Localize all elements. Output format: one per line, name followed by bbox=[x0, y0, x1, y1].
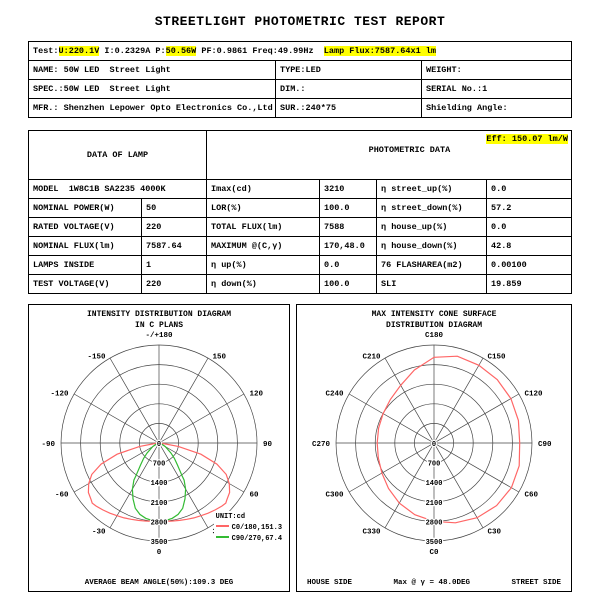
svg-text:0: 0 bbox=[431, 441, 437, 449]
svg-text:2800: 2800 bbox=[150, 519, 168, 528]
value-cell: 100.0 bbox=[320, 199, 377, 218]
svg-text:0: 0 bbox=[156, 441, 162, 449]
svg-text:700: 700 bbox=[152, 460, 166, 469]
svg-text:-90: -90 bbox=[41, 441, 55, 449]
label-cell: SLI bbox=[377, 275, 487, 294]
photometric-data-table bbox=[28, 130, 572, 294]
weight-cell: WEIGHT: bbox=[422, 61, 572, 80]
chart-title-line: IN C PLANS bbox=[135, 320, 184, 330]
cone-chart-footer bbox=[297, 579, 571, 587]
svg-text:C150: C150 bbox=[487, 353, 506, 362]
svg-text:0: 0 bbox=[156, 549, 162, 557]
table-row bbox=[29, 180, 572, 199]
value-cell: 170,48.0 bbox=[320, 237, 377, 256]
table-row bbox=[29, 218, 572, 237]
value-cell: 100.0 bbox=[320, 275, 377, 294]
mfr-cell: MFR.: Shenzhen Lepower Opto Electronics Co.,Ltd bbox=[29, 99, 276, 118]
photometric-data-title: PHOTOMETRIC DATA bbox=[368, 145, 451, 155]
svg-text:C90: C90 bbox=[538, 441, 552, 449]
svg-text:2800: 2800 bbox=[425, 519, 443, 528]
value-cell: 0.0 bbox=[320, 256, 377, 275]
legend-item-c90-270 bbox=[216, 534, 282, 545]
info-row-mfr bbox=[29, 99, 572, 118]
label-cell: η down(%) bbox=[207, 275, 320, 294]
svg-text:C120: C120 bbox=[524, 390, 543, 399]
svg-text:60: 60 bbox=[249, 491, 259, 500]
street-side-label: STREET SIDE bbox=[511, 579, 561, 587]
intensity-distribution-chart bbox=[28, 304, 290, 592]
label-cell: η house_up(%) bbox=[377, 218, 487, 237]
c0-180-swatch bbox=[216, 525, 229, 527]
voltage-highlight: U:220.1V bbox=[58, 46, 100, 56]
test-text: I:0.2329A P: bbox=[99, 46, 166, 56]
svg-text:-/+180: -/+180 bbox=[145, 332, 173, 340]
svg-text:1400: 1400 bbox=[425, 480, 443, 489]
svg-text:3500: 3500 bbox=[425, 539, 443, 547]
test-conditions-row bbox=[29, 42, 572, 61]
test-text: Test: bbox=[33, 46, 59, 56]
value-cell: 3210 bbox=[320, 180, 377, 199]
legend-label: C90/270,67.4 bbox=[231, 534, 283, 543]
value-cell: 7588 bbox=[320, 218, 377, 237]
cone-polar-plot bbox=[297, 325, 571, 577]
table-row bbox=[29, 275, 572, 294]
table-row bbox=[29, 237, 572, 256]
power-highlight: 50.56W bbox=[165, 46, 197, 56]
shielding-angle-cell: Shielding Angle: bbox=[422, 99, 572, 118]
beam-angle-note: AVERAGE BEAM ANGLE(50%):109.3 DEG bbox=[84, 579, 234, 587]
svg-text:-120: -120 bbox=[50, 390, 69, 399]
max-gamma-label: Max @ γ = 48.0DEG bbox=[393, 579, 471, 587]
label-cell: TOTAL FLUX(lm) bbox=[207, 218, 320, 237]
value-cell: 7587.64 bbox=[142, 237, 207, 256]
label-cell: Imax(cd) bbox=[207, 180, 320, 199]
report-title: STREETLIGHT PHOTOMETRIC TEST REPORT bbox=[154, 14, 446, 29]
value-cell: 1 bbox=[142, 256, 207, 275]
svg-text:C0: C0 bbox=[429, 549, 439, 557]
test-info-table bbox=[28, 41, 572, 118]
test-text: PF:0.9861 Freq:49.99Hz bbox=[196, 46, 324, 56]
value-cell: 57.2 bbox=[487, 199, 572, 218]
cone-distribution-chart bbox=[296, 304, 572, 592]
svg-text:-150: -150 bbox=[87, 353, 106, 362]
spec-cell: SPEC.:50W LED Street Light bbox=[29, 80, 276, 99]
svg-text:C300: C300 bbox=[325, 491, 344, 500]
legend-label: C0/180,151.3 bbox=[231, 523, 283, 532]
svg-text:150: 150 bbox=[212, 353, 227, 362]
label-cell: TEST VOLTAGE(V) bbox=[29, 275, 142, 294]
photometric-data-header bbox=[207, 131, 572, 180]
serial-cell: SERIAL No.:1 bbox=[422, 80, 572, 99]
lamp-flux-highlight: Lamp Flux:7587.64x1 lm bbox=[323, 46, 436, 56]
dim-cell: DIM.: bbox=[276, 80, 422, 99]
legend-item-c0-180 bbox=[216, 523, 282, 534]
label-cell: η up(%) bbox=[207, 256, 320, 275]
info-row-name bbox=[29, 61, 572, 80]
svg-text:C330: C330 bbox=[362, 528, 381, 537]
label-cell: NOMINAL POWER(W) bbox=[29, 199, 142, 218]
efficiency-badge: Eff: 150.07 lm/W bbox=[486, 134, 568, 144]
svg-text:700: 700 bbox=[427, 460, 441, 469]
label-cell: η street_down(%) bbox=[377, 199, 487, 218]
diagrams-row bbox=[28, 304, 572, 592]
value-cell: 0.00100 bbox=[487, 256, 572, 275]
svg-text:C240: C240 bbox=[325, 390, 344, 399]
label-cell: LAMPS INSIDE bbox=[29, 256, 142, 275]
data-of-lamp-header: DATA OF LAMP bbox=[29, 131, 207, 180]
value-cell: 220 bbox=[142, 218, 207, 237]
value-cell: 220 bbox=[142, 275, 207, 294]
unit-label: UNIT:cd bbox=[215, 513, 246, 521]
chart-title-line: INTENSITY DISTRIBUTION DIAGRAM bbox=[87, 310, 232, 319]
svg-text:120: 120 bbox=[249, 390, 264, 399]
label-cell: η street_up(%) bbox=[377, 180, 487, 199]
house-side-label: HOUSE SIDE bbox=[307, 579, 353, 587]
svg-text:-60: -60 bbox=[54, 491, 69, 500]
svg-text:3500: 3500 bbox=[150, 539, 168, 547]
data-table-header-row bbox=[29, 131, 572, 180]
sur-cell: SUR.:240*75 bbox=[276, 99, 422, 118]
chart-title-line: DISTRIBUTION DIAGRAM bbox=[386, 320, 483, 330]
label-cell: NOMINAL FLUX(lm) bbox=[29, 237, 142, 256]
test-conditions-cell bbox=[29, 42, 572, 61]
chart-title-line: MAX INTENSITY CONE SURFACE bbox=[371, 310, 497, 319]
svg-text:90: 90 bbox=[263, 441, 273, 449]
svg-text:C180: C180 bbox=[425, 332, 444, 340]
label-cell: RATED VOLTAGE(V) bbox=[29, 218, 142, 237]
c90-270-swatch bbox=[216, 536, 229, 538]
type-cell: TYPE:LED bbox=[276, 61, 422, 80]
value-cell: 0.0 bbox=[487, 180, 572, 199]
value-cell: 42.8 bbox=[487, 237, 572, 256]
svg-text:C30: C30 bbox=[487, 528, 502, 537]
svg-text:C210: C210 bbox=[362, 353, 381, 362]
label-cell: η house_down(%) bbox=[377, 237, 487, 256]
svg-text:2100: 2100 bbox=[150, 499, 168, 508]
name-cell: NAME: 50W LED Street Light bbox=[29, 61, 276, 80]
svg-text:C60: C60 bbox=[524, 491, 539, 500]
value-cell: 19.859 bbox=[487, 275, 572, 294]
info-row-spec bbox=[29, 80, 572, 99]
svg-text:1400: 1400 bbox=[150, 480, 168, 489]
value-cell: 50 bbox=[142, 199, 207, 218]
svg-text:C270: C270 bbox=[312, 441, 331, 449]
table-row bbox=[29, 199, 572, 218]
chart-legend bbox=[214, 511, 284, 546]
table-row bbox=[29, 256, 572, 275]
label-cell: LOR(%) bbox=[207, 199, 320, 218]
value-cell: 0.0 bbox=[487, 218, 572, 237]
svg-text:-30: -30 bbox=[91, 528, 106, 537]
svg-text:2100: 2100 bbox=[425, 499, 443, 508]
label-cell: 76 FLASHAREA(m2) bbox=[377, 256, 487, 275]
label-cell: MAXIMUM @(C,γ) bbox=[207, 237, 320, 256]
model-cell: MODEL 1W8C1B SA2235 4000K bbox=[29, 180, 207, 199]
